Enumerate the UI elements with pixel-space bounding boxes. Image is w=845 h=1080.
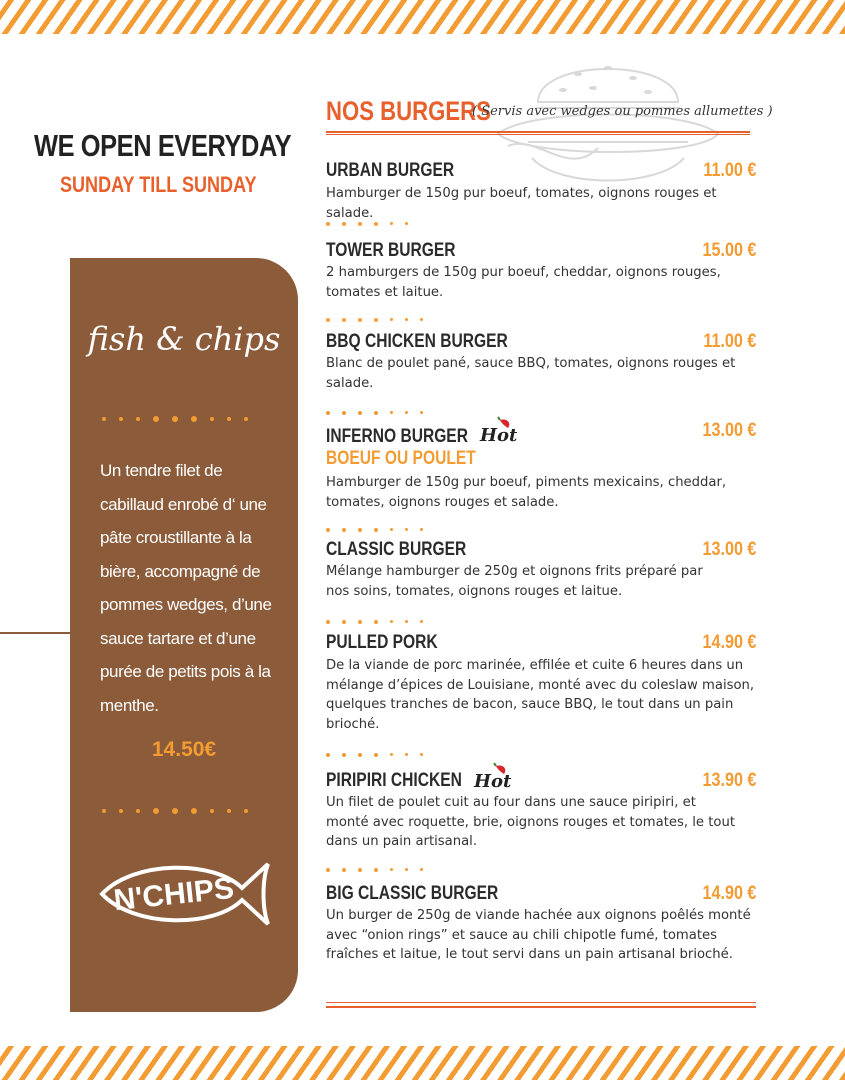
item-name: INFERNO BURGER — [326, 426, 468, 447]
chili-pepper-icon — [472, 762, 516, 790]
bottom-rule — [326, 1006, 756, 1008]
dots-divider — [326, 859, 456, 867]
item-description: De la viande de porc marinée, effilée et cuite 6 heures dans un mélange d’épices de Louisiane, monté avec du coleslaw maison, quelques tranches de bacon, sauce BBQ, le tout dans un pain brioché. — [326, 658, 755, 732]
item-description: Hamburger de 150g pur boeuf, piments mexicains, cheddar, tomates, oignons rouges et salade. — [326, 475, 727, 510]
item-price: 14.90 € — [702, 632, 756, 653]
panel-dots-divider — [102, 408, 272, 418]
item-description: Un burger de 250g de viande hachée aux oignons poêlés monté avec “onion rings” et sauce au chili chipotle fumé, tomates fraîches et laitue, le tout servi dans un pain artisanal brioché. — [326, 908, 751, 962]
opening-title: WE OPEN EVERYDAY — [34, 128, 292, 163]
fish-panel-title: fish & chips — [87, 320, 281, 358]
item-price: 15.00 € — [702, 240, 756, 261]
section-underline — [326, 131, 750, 133]
dots-divider — [326, 519, 456, 527]
dots-divider — [326, 213, 456, 221]
item-price: 13.00 € — [702, 539, 756, 560]
panel-dots-divider — [102, 800, 272, 810]
item-price: 13.00 € — [702, 420, 756, 441]
section-underline — [326, 134, 750, 135]
bottom-stripe-border — [0, 1046, 845, 1080]
item-description: Blanc de poulet pané, sauce BBQ, tomates, oignons rouges et salade. — [326, 356, 736, 391]
fish-logo — [94, 856, 274, 932]
item-name: URBAN BURGER — [326, 160, 455, 181]
item-price: 11.00 € — [703, 331, 756, 352]
item-description: 2 hamburgers de 150g pur boeuf, cheddar, oignons rouges, tomates et laitue. — [326, 265, 721, 300]
left-divider — [0, 632, 72, 634]
item-description: Mélange hamburger de 250g et oignons frits préparé par nos soins, tomates, oignons rouges et laitue. — [326, 564, 703, 599]
dots-divider — [326, 744, 456, 752]
burger-illustration — [468, 38, 740, 208]
burgers-section-title: NOS BURGERS — [326, 96, 491, 126]
item-name: PIRIPIRI CHICKEN — [326, 770, 462, 791]
fish-logo-text: N'CHIPS — [112, 871, 236, 918]
fish-panel-price: 14.50€ — [151, 738, 217, 761]
item-price: 11.00 € — [703, 160, 756, 181]
item-variant: BOEUF OU POULET — [326, 448, 476, 469]
dots-divider — [326, 611, 456, 619]
item-price: 14.90 € — [702, 883, 756, 904]
item-name: BIG CLASSIC BURGER — [326, 883, 499, 904]
bottom-rule — [326, 1002, 756, 1003]
hot-label: Hot — [474, 771, 512, 790]
fish-panel-description: Un tendre filet de cabillaud enrobé d‘ une pâte croustillante à la bière, accompagné de pommes wedges, d’une sauce tartare et d’une purée de petits pois à la menthe. — [100, 461, 272, 715]
fish-and-chips-panel — [70, 258, 298, 1012]
item-name: TOWER BURGER — [326, 240, 456, 261]
chili-pepper-icon — [478, 416, 522, 444]
top-stripe-border — [0, 0, 845, 34]
item-description: Un filet de poulet cuit au four dans une sauce piripiri, et monté avec roquette, brie, oignons rouges et tomates, le tout dans un pain artisanal. — [326, 795, 735, 849]
item-price: 13.90 € — [702, 770, 756, 791]
burgers-section-subtitle: ( Servis avec wedges ou pommes allumettes ) — [472, 104, 773, 119]
opening-subtitle: SUNDAY TILL SUNDAY — [60, 172, 257, 197]
item-name: BBQ CHICKEN BURGER — [326, 331, 508, 352]
item-name: PULLED PORK — [326, 632, 438, 653]
item-description: Hamburger de 150g pur boeuf, tomates, oignons rouges et salade. — [326, 186, 717, 221]
dots-divider — [326, 402, 456, 410]
hot-label: Hot — [480, 425, 518, 444]
dots-divider — [326, 309, 456, 317]
item-name: CLASSIC BURGER — [326, 539, 467, 560]
